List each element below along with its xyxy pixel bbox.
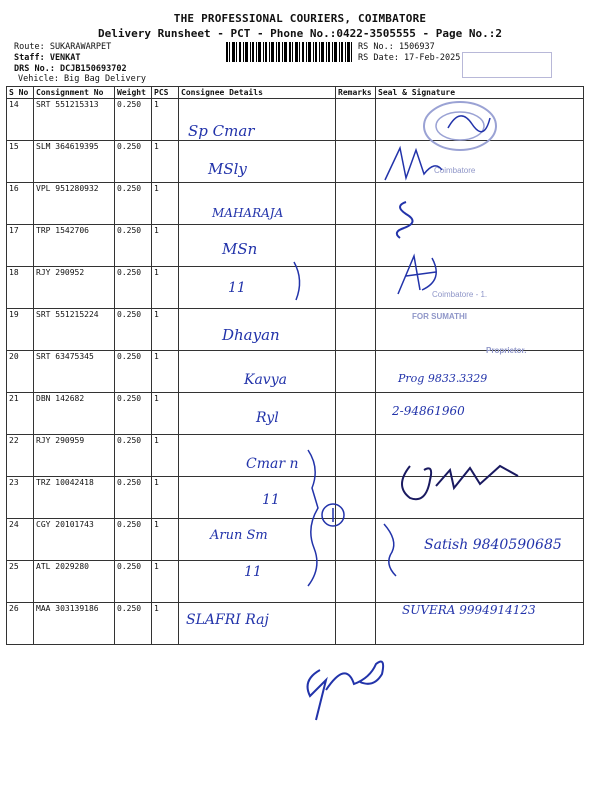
rs-date: RS Date: 17-Feb-2025 xyxy=(358,53,461,63)
row-remarks xyxy=(336,603,376,645)
row-pcs: 1 xyxy=(152,183,179,225)
row-consignment-no: CGY 20101743 xyxy=(34,519,115,561)
handwritten-name: MSn xyxy=(222,240,258,258)
row-weight: 0.250 xyxy=(115,309,152,351)
signature-icon xyxy=(392,250,452,300)
handwritten-name: Arun Sm xyxy=(210,528,268,543)
row-pcs: 1 xyxy=(152,351,179,393)
row-pcs: 1 xyxy=(152,225,179,267)
runsheet-table xyxy=(6,86,584,645)
row-weight: 0.250 xyxy=(115,519,152,561)
handwritten-name: MAHARAJA xyxy=(212,206,284,220)
stamp-text: Proprietor. xyxy=(486,346,527,355)
row-consignment-no: DBN 142682 xyxy=(34,393,115,435)
col-consignment: Consignment No xyxy=(34,87,115,99)
row-sno: 14 xyxy=(7,99,34,141)
row-weight: 0.250 xyxy=(115,141,152,183)
row-sno: 17 xyxy=(7,225,34,267)
handwritten-name: Dhayan xyxy=(222,326,280,344)
row-consignment-no: SLM 364619395 xyxy=(34,141,115,183)
row-remarks xyxy=(336,141,376,183)
row-consignment-no: RJY 290952 xyxy=(34,267,115,309)
signature-icon xyxy=(386,198,426,242)
row-sno: 25 xyxy=(7,561,34,603)
handwritten-name: Kavya xyxy=(244,372,287,388)
row-weight: 0.250 xyxy=(115,99,152,141)
col-sno: S No xyxy=(7,87,34,99)
row-consignment-no: RJY 290959 xyxy=(34,435,115,477)
row-remarks xyxy=(336,183,376,225)
col-remarks: Remarks xyxy=(336,87,376,99)
row-seal-signature xyxy=(376,309,584,351)
row-pcs: 1 xyxy=(152,99,179,141)
bracket-mark-icon xyxy=(378,520,408,580)
row-remarks xyxy=(336,393,376,435)
row-consignment-no: TRP 1542706 xyxy=(34,225,115,267)
col-weight: Weight xyxy=(115,87,152,99)
handwritten-name: Sp Cmar xyxy=(188,122,255,140)
table-row xyxy=(7,393,584,435)
row-weight: 0.250 xyxy=(115,351,152,393)
row-remarks xyxy=(336,225,376,267)
row-sno: 20 xyxy=(7,351,34,393)
row-pcs: 1 xyxy=(152,141,179,183)
handwritten-phone: SUVERA 9994914123 xyxy=(402,603,536,617)
row-consignee-details xyxy=(179,141,336,183)
row-consignment-no: ATL 2029280 xyxy=(34,561,115,603)
row-consignment-no: TRZ 10042418 xyxy=(34,477,115,519)
row-consignment-no: MAA 303139186 xyxy=(34,603,115,645)
date-stamp xyxy=(462,52,552,78)
runsheet-subtitle: Delivery Runsheet - PCT - Phone No.:0422-3505555 - Page No.:2 xyxy=(98,27,502,40)
row-consignment-no: VPL 951280932 xyxy=(34,183,115,225)
row-sno: 15 xyxy=(7,141,34,183)
row-weight: 0.250 xyxy=(115,393,152,435)
handwritten-name: SLAFRI Raj xyxy=(186,612,269,628)
row-pcs: 1 xyxy=(152,603,179,645)
row-sno: 18 xyxy=(7,267,34,309)
bracket-mark-icon xyxy=(290,260,306,304)
rs-number: RS No.: 1506937 xyxy=(358,42,435,52)
drs-number: DRS No.: DCJB150693702 xyxy=(14,64,127,74)
row-weight: 0.250 xyxy=(115,225,152,267)
row-consignment-no: SRT 63475345 xyxy=(34,351,115,393)
handwritten-name: Ryl xyxy=(256,410,279,426)
table-row xyxy=(7,309,584,351)
staff-label: Staff: VENKAT xyxy=(14,53,81,63)
signature-icon xyxy=(390,456,530,506)
row-sno: 19 xyxy=(7,309,34,351)
row-consignee-details xyxy=(179,267,336,309)
row-pcs: 1 xyxy=(152,309,179,351)
table-row xyxy=(7,561,584,603)
stamp-text: Coimbatore xyxy=(434,166,476,175)
company-title: THE PROFESSIONAL COURIERS, COIMBATORE xyxy=(173,12,427,25)
handwritten-phone: Satish 9840590685 xyxy=(424,537,562,553)
handwritten-name: Cmar n xyxy=(246,456,299,472)
signature-icon xyxy=(380,140,450,190)
row-pcs: 1 xyxy=(152,519,179,561)
row-sno: 23 xyxy=(7,477,34,519)
row-pcs: 1 xyxy=(152,393,179,435)
row-pcs: 1 xyxy=(152,477,179,519)
table-row xyxy=(7,351,584,393)
barcode-icon xyxy=(226,42,352,62)
row-sno: 16 xyxy=(7,183,34,225)
row-weight: 0.250 xyxy=(115,183,152,225)
row-remarks xyxy=(336,561,376,603)
route-label: Route: SUKARAWARPET xyxy=(14,42,112,52)
row-pcs: 1 xyxy=(152,267,179,309)
row-remarks xyxy=(336,99,376,141)
row-consignment-no: SRT 551215313 xyxy=(34,99,115,141)
bracket-mark-icon xyxy=(300,448,324,588)
row-pcs: 1 xyxy=(152,435,179,477)
row-weight: 0.250 xyxy=(115,603,152,645)
row-sno: 22 xyxy=(7,435,34,477)
row-sno: 21 xyxy=(7,393,34,435)
stamp-text: FOR SUMATHI xyxy=(412,312,467,321)
row-remarks xyxy=(336,267,376,309)
vehicle-label: Vehicle: Big Bag Delivery xyxy=(18,74,146,84)
handwritten-phone: Prog 9833.3329 xyxy=(398,372,488,385)
col-seal-signature: Seal & Signature xyxy=(376,87,584,99)
handwritten-name: 11 xyxy=(244,564,262,580)
handwritten-name: 11 xyxy=(228,280,246,296)
row-remarks xyxy=(336,351,376,393)
row-sno: 24 xyxy=(7,519,34,561)
handwritten-name: MSly xyxy=(208,160,247,178)
col-pcs: PCS xyxy=(152,87,179,99)
row-weight: 0.250 xyxy=(115,435,152,477)
signature-icon xyxy=(290,650,390,730)
stamp-text: Coimbatore - 1. xyxy=(432,290,488,299)
table-row xyxy=(7,183,584,225)
row-pcs: 1 xyxy=(152,561,179,603)
row-weight: 0.250 xyxy=(115,561,152,603)
handwritten-phone: 2-94861960 xyxy=(392,404,465,418)
row-weight: 0.250 xyxy=(115,267,152,309)
row-weight: 0.250 xyxy=(115,477,152,519)
row-sno: 26 xyxy=(7,603,34,645)
row-remarks xyxy=(336,309,376,351)
row-consignment-no: SRT 551215224 xyxy=(34,309,115,351)
row-remarks xyxy=(336,435,376,477)
handwritten-name: 11 xyxy=(262,492,280,508)
col-consignee: Consignee Details xyxy=(179,87,336,99)
